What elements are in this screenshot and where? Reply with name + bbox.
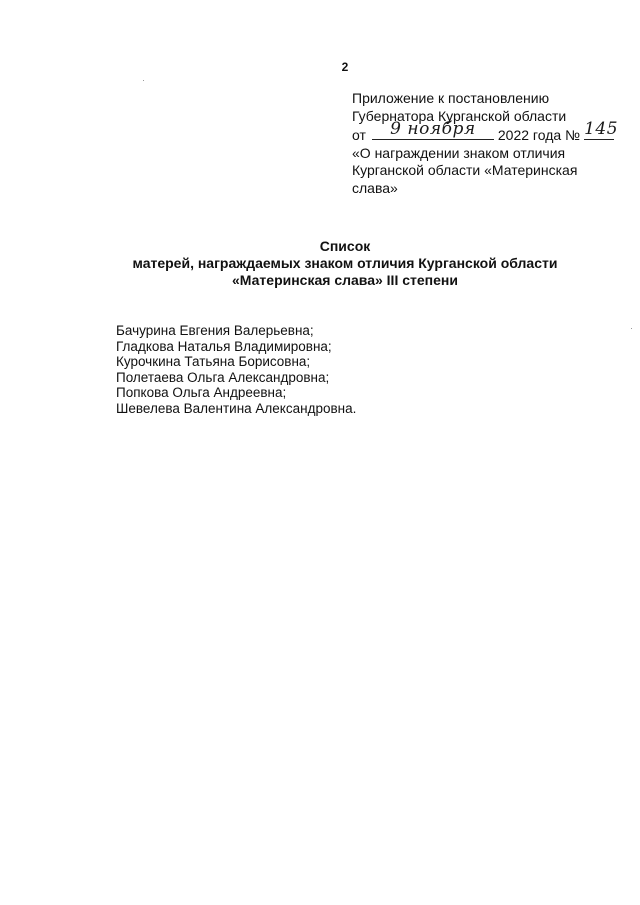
list-item: Попкова Ольга Андреевна; bbox=[116, 385, 287, 400]
date-blank bbox=[372, 119, 494, 140]
list-item: Курочкина Татьяна Борисовна; bbox=[116, 354, 311, 369]
title-line-1: Список bbox=[319, 238, 371, 254]
scan-speck bbox=[143, 80, 144, 81]
appendix-line-4: «О награждении знаком отличия bbox=[352, 144, 566, 161]
year-text: 2022 года № bbox=[497, 127, 581, 143]
page-number: 2 bbox=[341, 60, 349, 74]
date-prefix: от bbox=[352, 127, 366, 143]
appendix-date-line bbox=[352, 119, 622, 145]
handwritten-number: 145 bbox=[584, 119, 619, 139]
names-list bbox=[116, 323, 516, 416]
appendix-line-1: Приложение к постановлению bbox=[352, 90, 550, 106]
document-title bbox=[100, 238, 590, 289]
title-line-2: матерей, награждаемых знаком отличия Курганской области bbox=[132, 255, 558, 271]
scan-speck bbox=[631, 328, 632, 329]
handwritten-date: 9 ноября bbox=[390, 119, 476, 139]
appendix-line-2: Губернатора Курганской области bbox=[352, 107, 567, 124]
appendix-line-5: Курганской области «Материнская bbox=[352, 162, 578, 178]
appendix-header bbox=[352, 90, 622, 197]
appendix-line-6: слава» bbox=[352, 179, 398, 196]
list-item: Шевелева Валентина Александровна. bbox=[116, 400, 357, 416]
title-line-3: «Материнская слава» III степени bbox=[232, 272, 458, 288]
number-blank bbox=[584, 119, 619, 140]
list-item: Гладкова Наталья Владимировна; bbox=[116, 338, 332, 354]
list-item: Полетаева Ольга Александровна; bbox=[116, 369, 330, 385]
list-item: Бачурина Евгения Валерьевна; bbox=[116, 323, 314, 338]
